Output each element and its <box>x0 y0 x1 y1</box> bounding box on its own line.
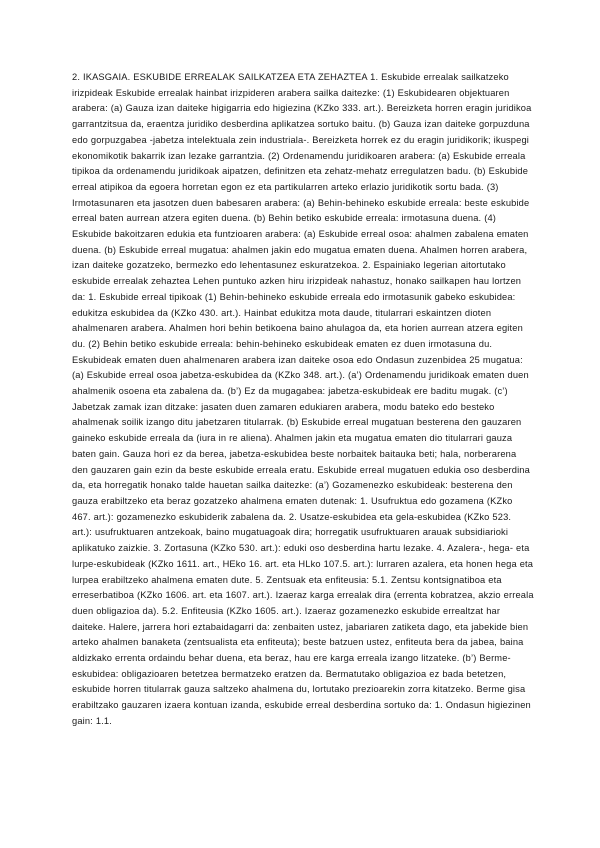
document-body-text: 2. IKASGAIA. ESKUBIDE ERREALAK SAILKATZEA ETA ZEHAZTEA 1. Eskubide errealak sailkatzeko irizpideak Eskubide errealak hainbat irizpideren arabera sailka daitezke: (1) Eskubidearen objektuaren arabera: (a) Gauza izan daiteke higigarria edo higiezina (KZko 333. art.). Bereizketa horren eragin juridikoa garrantzitsua da, eraentza juridiko desberdina aplikatzea sortuko baitu. (b) Gauza izan daiteke gorpuzduna edo gorpuzgabea -jabetza intelektuala zein industriala-. Bereizketa horrek ez du eragin juridikorik; ikuspegi ekonomikotik bakarrik izan lezake garrantzia. (2) Ordenamendu juridikoaren arabera: (a) Eskubide erreala tipikoa da ordenamendu juridikoak aipatzen, definitzen eta zehatz-mehatz erregulatzen badu. (b) Eskubide erreal atipikoa da egoera horretan egon ez eta partikularren arteko erlazio juridikotik sortu bada. (3) Irmotasunaren eta jasotzen duen babesaren arabera: (a) Behin-behineko eskubide erreala: beste eskubide erreal baten aurrean atzera egiten duena. (b) Behin betiko eskubide erreala: irmotasuna duena. (4) Eskubide bakoitzaren edukia eta funtzioaren arabera: (a) Eskubide erreal osoa: ahalmen zabalena ematen duena. (b) Eskubide erreal mugatua: ahalmen jakin edo mugatua ematen duena. Ahalmen horren arabera, izan daiteke gozatzeko, bermezko edo lehentasunez eskuratzekoa. 2. Espainiako legerian aitortutako eskubide errealak zehaztea Lehen puntuko azken hiru irizpideak nahastuz, honako sailkapen hau lortzen da: 1. Eskubide erreal tipikoak (1) Behin-behineko eskubide erreala edo irmotasunik gabeko eskubidea: edukitza eskubidea da (KZko 430. art.). Hainbat edukitza mota daude, titularrari eskaintzen dioten ahalmenaren arabera. Ahalmen hori behin betikoena baino ahulagoa da, eta horien aurrean atzera egiten du. (2) Behin betiko eskubide erreala: behin-behineko eskubideak ematen ez duen irmotasuna du. Eskubideak ematen duen ahalmenaren arabera izan daiteke osoa edo Ondasun zuzenbidea 25 mugatua: (a) Eskubide erreal osoa jabetza-eskubidea da (KZko 348. art.). (a’) Ordenamendu juridikoak ematen duen ahalmenik osoena eta zabalena da. (b’) Ez da mugagabea: jabetza-eskubideak ere baditu mugak. (c’) Jabetzak zamak izan ditzake: jasaten duen zamaren edukiaren arabera, modu bateko edo besteko ahalmenak soilik izango ditu jabetzaren titularrak. (b) Eskubide erreal mugatuan besterena den gauzaren gaineko eskubide erreala da (iura in re aliena). Ahalmen jakin eta mugatua ematen dio titularrari gauza baten gain. Gauza hori ez da berea, jabetza-eskubidea beste norbaitek baitauka beti; hala, norberarena den gauzaren gain ezin da beste eskubide erreala eratu. Eskubide erreal mugatuen edukia oso desberdina da, eta horregatik honako talde hauetan sailka daitezke: (a’) Gozamenezko eskubideak: besterena den gauza erabiltzeko eta beraz gozatzeko ahalmena ematen dutenak: 1. Usufruktua edo gozamena (KZko 467. art.): gozamenezko eskubiderik zabalena da. 2. Usatze-eskubidea eta gela-eskubidea (KZko 523. art.): usufruktuaren antzekoak, baino mugatuagoak dira; horregatik usufruktuaren arauak subsidiarioki aplikatuko zaizkie. 3. Zortasuna (KZko 530. art.): eduki oso desberdina hartu lezake. 4. Azalera-, hega- eta lurpe-eskubideak (KZko 1611. art., HEko 16. art. eta HLko 107.5. art.): lurraren azalera, eta honen hega eta lurpea erabiltzeko ahalmena ematen dute. 5. Zentsuak eta enfiteusia: 5.1. Zentsu kontsignatiboa eta erreserbatiboa (KZko 1606. art. eta 1607. art.). Izaeraz karga errealak dira (errenta kobratzea, akzio erreala duen obligazioa da). 5.2. Enfiteusia (KZko 1605. art.). Izaeraz gozamenezko eskubide errealtzat har daiteke. Halere, jarrera hori eztabaidagarri da: zenbaiten ustez, jabariaren zatiketa dago, eta jabekide bien arteko ahalmen banaketa (zentsualista eta enfiteuta); beste batzuen ustez, enfiteuta bera da jabea, baina aldizkako errenta ordaindu behar duena, eta beraz, hau ere karga erreala izango litzateke. (b’) Berme-eskubidea: obligazioaren betetzea bermatzeko eratzen da. Bermatutako obligazioa ez bada betetzen, eskubide horren titularrak gauza saltzeko ahalmena du, lortutako prezioarekin zorra kitatzeko. Berme gisa erabiltzako gauzaren izaera kontuan izanda, eskubide erreal desberdina sortuko da: 1. Ondasun higiezinen gain: 1.1. <box>72 72 534 726</box>
